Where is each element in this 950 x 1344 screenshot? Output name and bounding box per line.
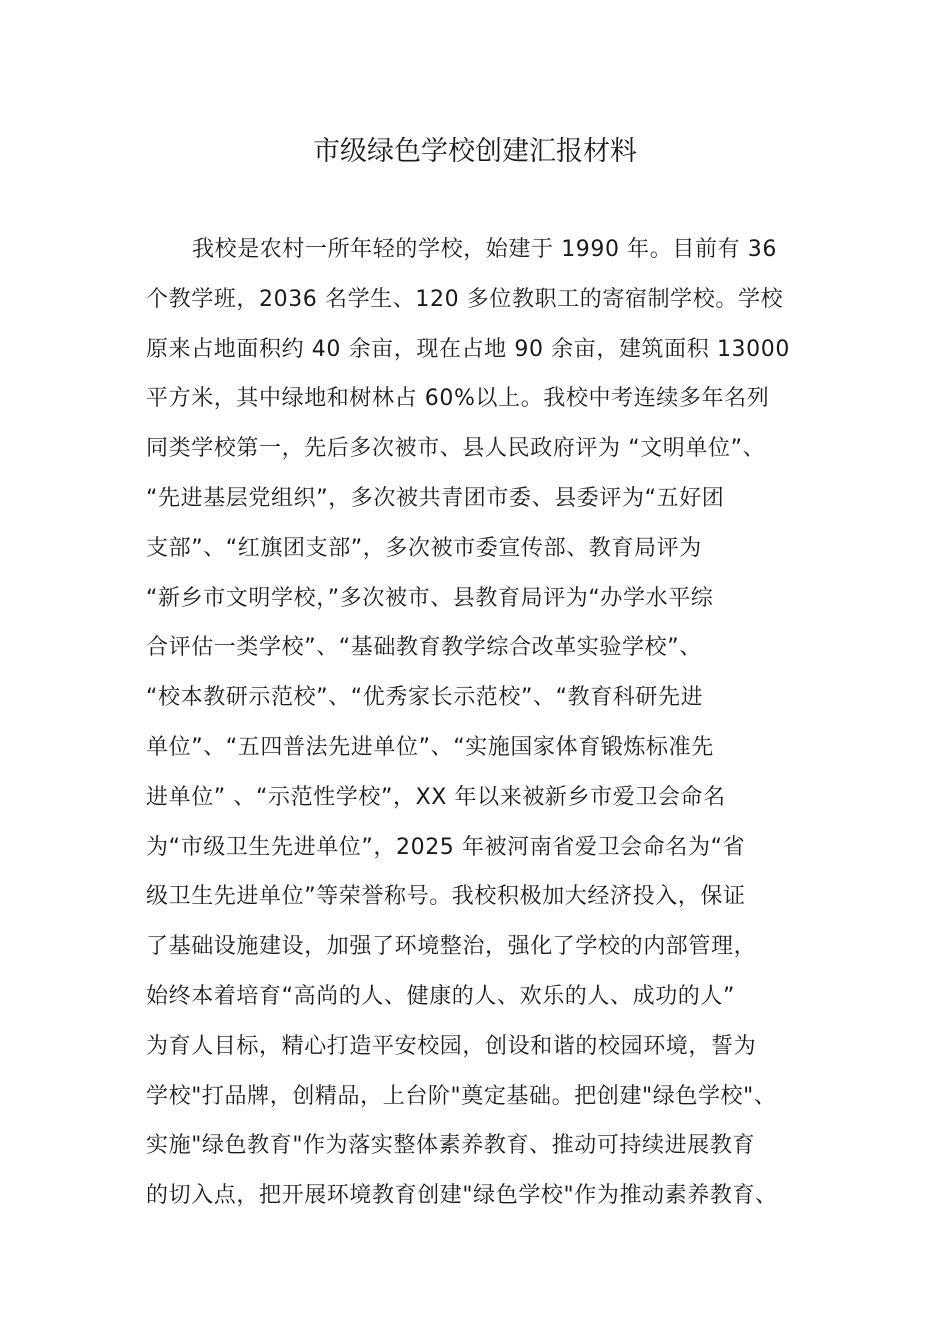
body-line: “校本教研示范校”、“优秀家长示范校”、“教育科研先进 <box>146 685 704 711</box>
body-line: 为育人目标，精心打造平安校园，创设和谐的校园环境，誓为 <box>146 1033 757 1059</box>
body-line: 始终本着培育“高尚的人、健康的人、欢乐的人、成功的人” <box>146 983 735 1009</box>
body-line: 的切入点，把开展环境教育创建"绿色学校"作为推动素养教育、 <box>146 1183 778 1209</box>
body-line: “新乡市文明学校，”多次被市、县教育局评为“办学水平综 <box>146 585 714 611</box>
body-line: 为“市级卫生先进单位”，2025 年被河南省爱卫会命名为“省 <box>146 834 746 860</box>
body-line: 进单位” 、“示范性学校”，XX 年以来被新乡市爱卫会命名 <box>146 784 726 810</box>
body-line: 平方米，其中绿地和树林占 60%以上。我校中考连续多年名列 <box>146 386 770 412</box>
body-line: 合评估一类学校”、“基础教育教学综合改革实验学校”、 <box>146 635 702 661</box>
body-line: 级卫生先进单位”等荣誉称号。我校积极加大经济投入，保证 <box>146 884 746 910</box>
body-line: 实施"绿色教育"作为落实整体素养教育、推动可持续进展教育 <box>146 1133 756 1159</box>
body-line: 支部”、“红旗团支部”，多次被市委宣传部、教育局评为 <box>146 535 702 561</box>
body-line: 原来占地面积约 40 余亩，现在占地 90 余亩，建筑面积 13000 <box>146 336 790 362</box>
body-line: 学校"打品牌，创精品，上台阶"奠定基础。把创建"绿色学校"、 <box>146 1083 777 1109</box>
body-line: 了基础设施建设，加强了环境整治，强化了学校的内部管理， <box>146 934 757 960</box>
body-line: 个教学班，2036 名学生、120 多位教职工的寄宿制学校。学校 <box>146 286 784 312</box>
body-line: 我校是农村一所年轻的学校，始建于 1990 年。目前有 36 <box>192 237 777 262</box>
body-line: 同类学校第一，先后多次被市、县人民政府评为 “文明单位”、 <box>146 436 766 462</box>
document-body <box>146 230 846 1226</box>
body-line: “先进基层党组织”，多次被共青团市委、县委评为“五好团 <box>146 485 725 511</box>
body-line: 单位”、“五四普法先进单位”、“实施国家体育锻炼标准先 <box>146 734 714 760</box>
document-title: 市级绿色学校创建汇报材料 <box>313 136 637 167</box>
